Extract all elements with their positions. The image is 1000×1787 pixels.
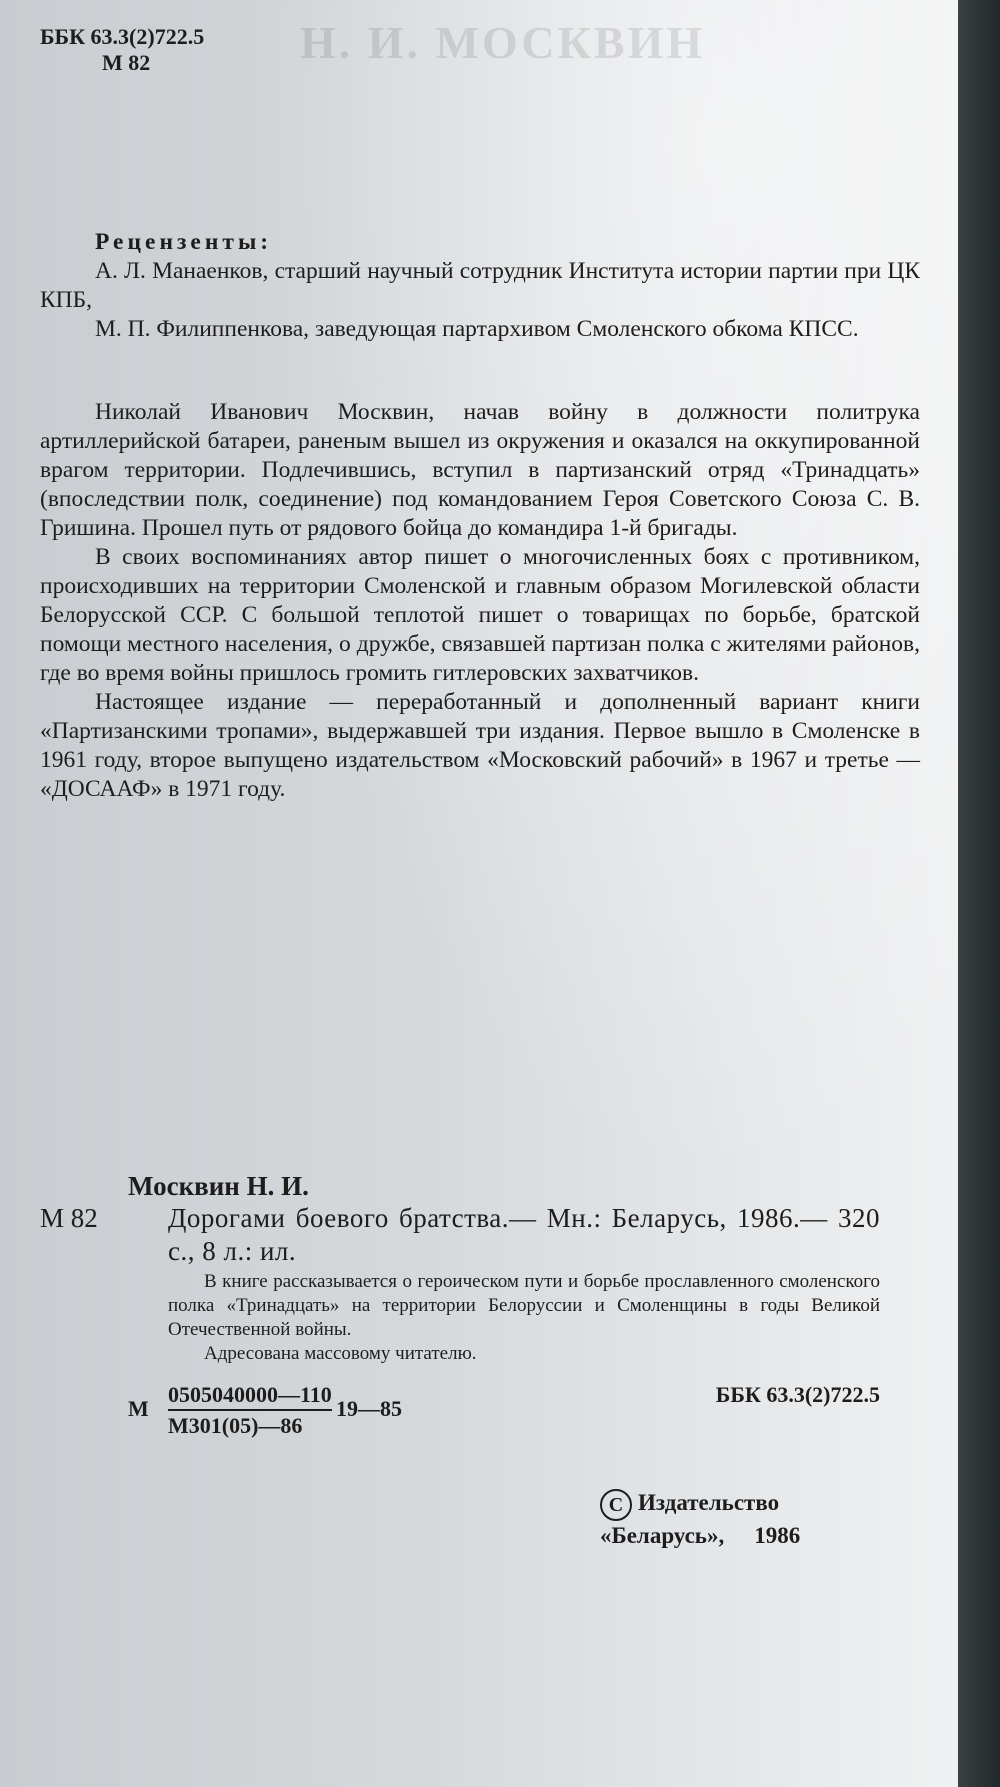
annotation-paragraph: Николай Иванович Москвин, начав войну в должности политрука артиллерийской батареи, раненым вышел из окружения и оказался на оккупированной врагом территории. Подлечившись, вступил в партизанский отряд «Тринадцать» (впоследствии полк, соединение) под командованием Героя Советского Союза С. В. Гришина. Прошел путь от рядового бойца до командира 1-й бригады. [40, 399, 920, 541]
summary-line: Адресована массовому читателю. [204, 1343, 477, 1364]
show-through-text: Н. И. МОСКВИН [300, 17, 706, 68]
publisher-year: 1986 [754, 1522, 801, 1548]
annotation-block [40, 398, 920, 804]
top-classification [40, 24, 204, 76]
index-bbk: ББК 63.3(2)722.5 [715, 1382, 880, 1407]
catalog-title: Дорогами боевого братства.— Мн.: Беларусь, 1986.— 320 с., 8 л.: ил. [168, 1203, 880, 1266]
summary-line: В книге рассказывается о героическом пути и борьбе прославленного смоленского полка «Тринадцать» на территории Белоруссии и Смоленщины в годы Великой Отечественной войны. [168, 1271, 880, 1340]
reviewer-line: М. П. Филиппенкова, заведующая партархивом Смоленского обкома КПСС. [95, 316, 859, 342]
catalog-card [40, 1170, 880, 1436]
publisher-name: Издательство [638, 1490, 780, 1515]
catalog-author: Москвин Н. И. [128, 1171, 309, 1201]
reviewers-label: Рецензенты: [95, 229, 273, 255]
reviewer-line: А. Л. Манаенков, старший научный сотрудник Института истории партии при ЦК КПБ, [40, 258, 920, 313]
index-denominator: М301(05)—86 [168, 1413, 303, 1438]
background-edge [958, 0, 1000, 1787]
catalog-summary [40, 1270, 880, 1366]
index-prefix: М [128, 1396, 149, 1421]
copyright-icon: C [600, 1489, 632, 1521]
publisher-block [600, 1488, 800, 1551]
reviewers-block [40, 228, 920, 344]
catalog-index-row [40, 1382, 880, 1436]
bbk-code: ББК 63.3(2)722.5 [40, 24, 205, 49]
author-code: М 82 [102, 50, 151, 75]
annotation-paragraph: Настоящее издание — переработанный и дополненный вариант книги «Партизанскими тропами», выдержавшей три издания. Первое вышло в Смоленске в 1961 году, второе выпущено издательством «Московский рабочий» в 1967 и третье — «ДОСААФ» в 1971 году. [40, 689, 920, 802]
publisher-name-2: «Беларусь», [600, 1522, 725, 1548]
index-numerator: 0505040000—110 [168, 1382, 332, 1411]
index-fraction [168, 1382, 332, 1439]
annotation-paragraph: В своих воспоминаниях автор пишет о многочисленных боях с противником, происходивших на территории Смоленской и главным образом Могилевской области Белорусской ССР. С большой теплотой пишет о товарищах по борьбе, братской помощи местного населения, о дружбе, связавшей партизан полка с жителями районов, где во время войны пришлось громить гитлеровских захватчиков. [40, 544, 920, 686]
catalog-main-row [40, 1202, 880, 1268]
catalog-code: М 82 [40, 1203, 98, 1233]
index-suffix: 19—85 [336, 1396, 402, 1421]
